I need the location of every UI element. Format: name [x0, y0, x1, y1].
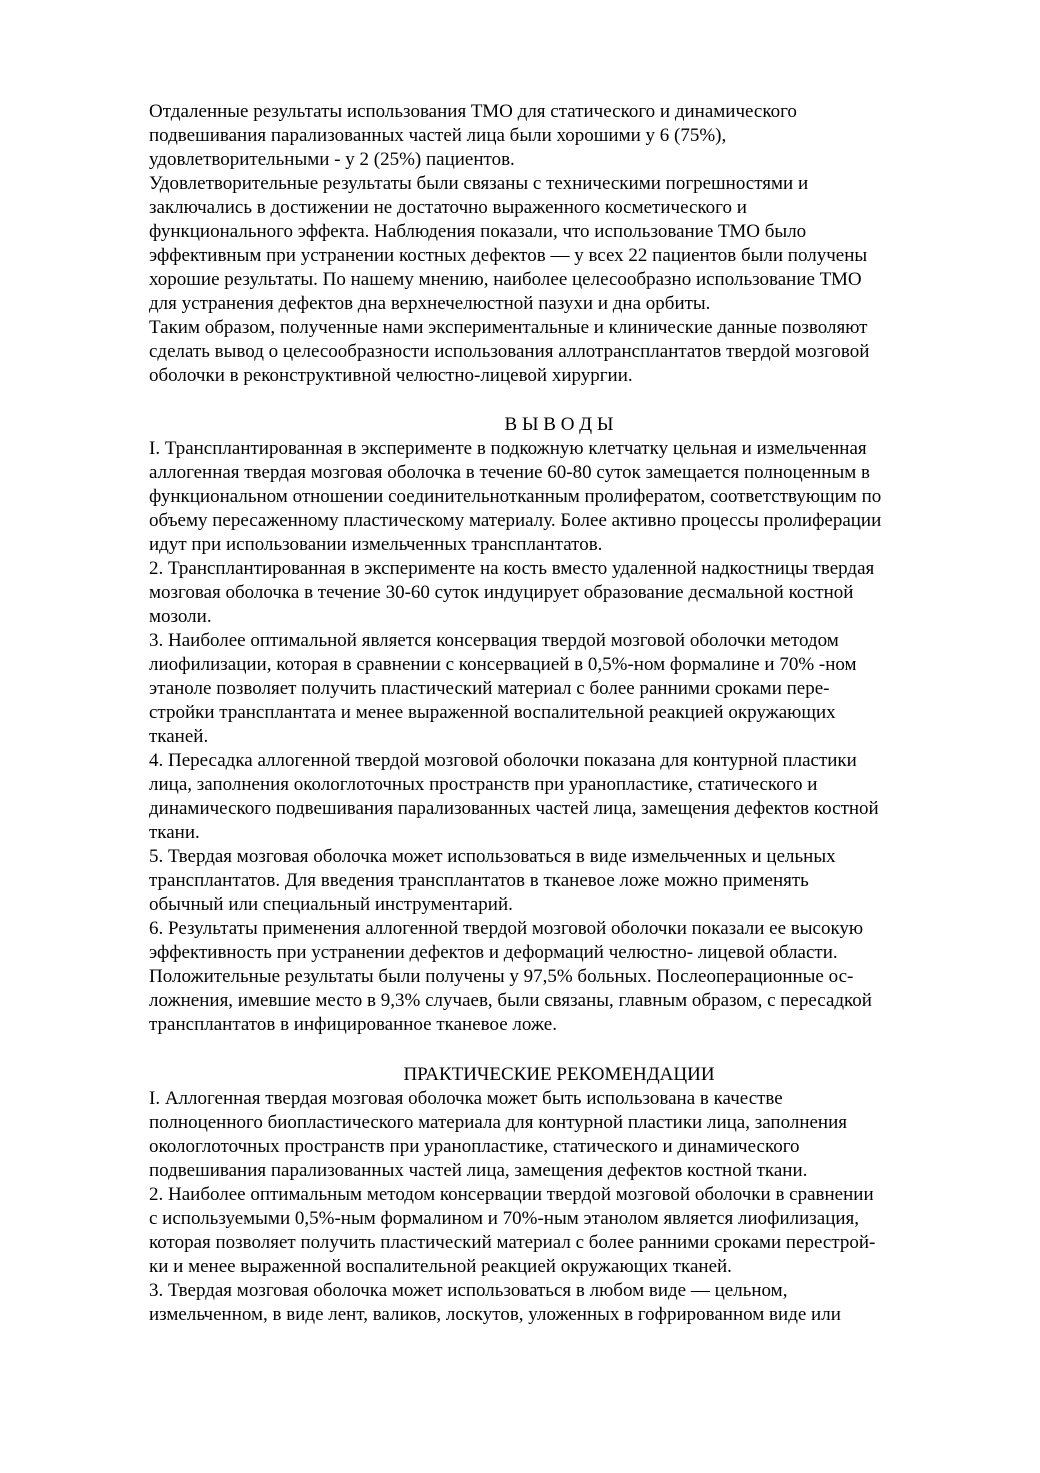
conclusion-line: 3. Наиболее оптимальной является консервация твердой мозговой оболочки методом: [149, 630, 839, 651]
conclusion-line: 2. Трансплантированная в эксперименте на кость вместо удаленной надкостницы твердая: [149, 558, 875, 579]
recommendation-line: с используемыми 0,5%-ным формалином и 70%-ным этанолом является лиофилизация,: [149, 1208, 860, 1229]
conclusion-line: стройки трансплантата и менее выраженной воспалительной реакцией окружающих: [149, 702, 836, 723]
conclusion-line: лиофилизации, которая в сравнении с консервацией в 0,5%-ном формалине и 70% -ном: [149, 654, 857, 675]
intro-line: Отдаленные результаты использования ТМО для статического и динамического: [149, 101, 797, 122]
recommendation-line: окологлоточных пространств при уранопластике, статического и динамического: [149, 1136, 800, 1157]
conclusion-line: ткани.: [149, 822, 200, 843]
recommendation-line: которая позволяет получить пластический материал с более ранними сроками перестрой-: [149, 1232, 876, 1253]
conclusion-line: обычный или специальный инструментарий.: [149, 894, 513, 915]
intro-line: эффективным при устранении костных дефектов — у всех 22 пациентов были получены: [149, 245, 868, 266]
conclusion-line: идут при использовании измельченных трансплантатов.: [149, 534, 603, 555]
conclusion-line: эффективность при устранении дефектов и деформаций челюстно- лицевой области.: [149, 942, 838, 963]
intro-line: Таким образом, полученные нами экспериментальные и клинические данные позволяют: [149, 317, 868, 338]
conclusion-line: аллогенная твердая мозговая оболочка в течение 60-80 суток замещается полноценным в: [149, 462, 870, 483]
recommendation-line: измельченном, в виде лент, валиков, лоскутов, уложенных в гофрированном виде или: [149, 1304, 841, 1325]
recommendation-line: 3. Твердая мозговая оболочка может использоваться в любом виде — цельном,: [149, 1280, 788, 1301]
conclusion-line: лица, заполнения окологлоточных пространств при уранопластике, статического и: [149, 774, 818, 795]
conclusion-line: I. Трансплантированная в эксперименте в подкожную клетчатку цельная и измельченная: [149, 438, 867, 459]
recommendation-line: ки и менее выраженной воспалительной реакцией окружающих тканей.: [149, 1256, 732, 1277]
conclusions-heading: В Ы В О Д Ы: [504, 414, 614, 435]
intro-line: подвешивания парализованных частей лица были хорошими у 6 (75%),: [149, 125, 727, 146]
conclusion-line: 6. Результаты применения аллогенной твердой мозговой оболочки показали ее высокую: [149, 918, 864, 939]
intro-line: для устранения дефектов дна верхнечелюстной пазухи и дна орбиты.: [149, 293, 711, 314]
recommendation-line: подвешивания парализованных частей лица, замещения дефектов костной ткани.: [149, 1160, 808, 1181]
intro-line: хорошие результаты. По нашему мнению, наиболее целесообразно использование ТМО: [149, 269, 862, 290]
recommendation-line: 2. Наиболее оптимальным методом консервации твердой мозговой оболочки в сравнении: [149, 1184, 874, 1205]
intro-line: оболочки в реконструктивной челюстно-лицевой хирургии.: [149, 365, 633, 386]
conclusion-line: мозговая оболочка в течение 30-60 суток индуцирует образование десмальной костной: [149, 582, 854, 603]
conclusion-line: динамического подвешивания парализованных частей лица, замещения дефектов костной: [149, 798, 879, 819]
conclusion-line: 4. Пересадка аллогенной твердой мозговой оболочки показана для контурной пластики: [149, 750, 857, 771]
conclusion-line: функциональном отношении соединительнотканным пролифератом, соответствующим по: [149, 486, 882, 507]
conclusion-line: ложнения, имевшие место в 9,3% случаев, были связаны, главным образом, с пересадкой: [149, 990, 872, 1011]
conclusion-line: мозоли.: [149, 606, 212, 627]
conclusion-line: объему пересаженному пластическому материалу. Более активно процессы пролиферации: [149, 510, 882, 531]
conclusion-line: 5. Твердая мозговая оболочка может использоваться в виде измельченных и цельных: [149, 846, 836, 867]
intro-line: функционального эффекта. Наблюдения показали, что использование ТМО было: [149, 221, 807, 242]
conclusion-line: этаноле позволяет получить пластический материал с более ранними сроками пере-: [149, 678, 830, 699]
intro-line: сделать вывод о целесообразности использования аллотрансплантатов твердой мозговой: [149, 341, 870, 362]
conclusion-line: трансплантатов в инфицированное тканевое ложе.: [149, 1014, 557, 1035]
conclusion-line: трансплантатов. Для введения трансплантатов в тканевое ложе можно применять: [149, 870, 809, 891]
conclusion-line: Положительные результаты были получены у 97,5% больных. Послеоперационные ос-: [149, 966, 854, 987]
conclusion-line: тканей.: [149, 726, 209, 747]
recommendation-line: I. Аллогенная твердая мозговая оболочка может быть использована в качестве: [149, 1088, 783, 1109]
intro-line: заключались в достижении не достаточно выраженного косметического и: [149, 197, 747, 218]
intro-line: Удовлетворительные результаты были связаны с техническими погрешностями и: [149, 173, 809, 194]
recommendation-line: полноценного биопластического материала для контурной пластики лица, заполнения: [149, 1112, 847, 1133]
intro-line: удовлетворительными - у 2 (25%) пациентов.: [149, 149, 515, 170]
recommendations-heading: ПРАКТИЧЕСКИЕ РЕКОМЕНДАЦИИ: [403, 1064, 715, 1085]
